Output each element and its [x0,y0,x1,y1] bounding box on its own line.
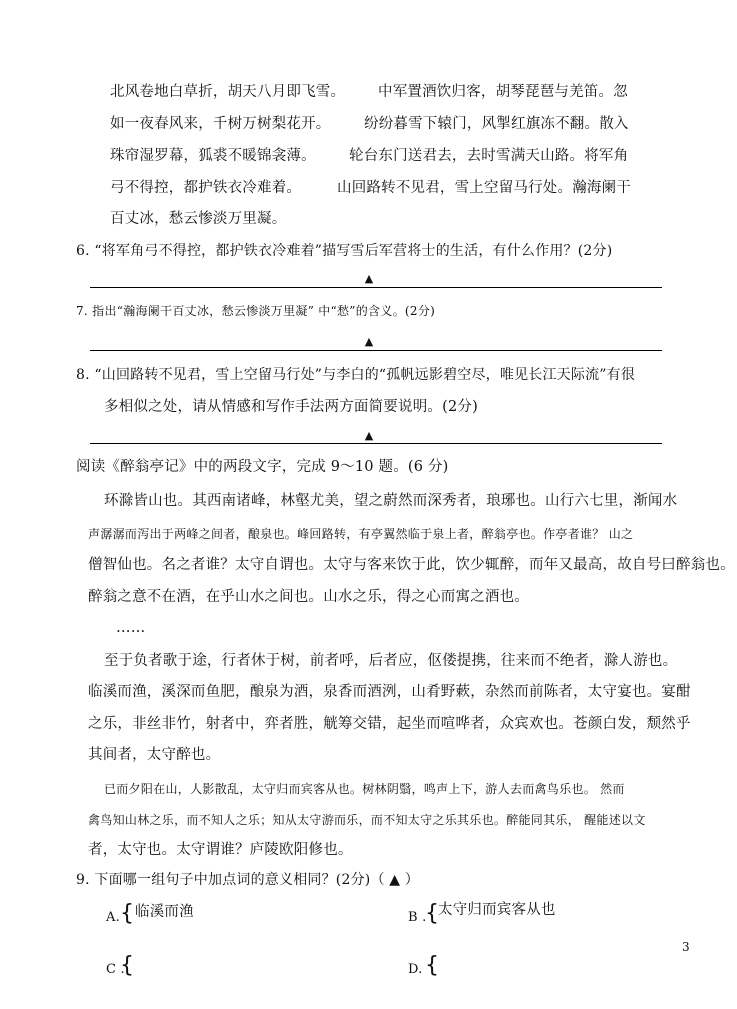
option-a-text: 临溪而渔 [135,904,194,920]
option-b-text: 太守归而宾客从也 [438,902,556,918]
page-number: 3 [682,940,690,954]
answer-line-q6[interactable] [90,287,662,288]
poem-line-2b: 纷纷暮雪下辕门，风掣红旗冻不翻。散入 [364,116,629,132]
poem-line-1a: 北风卷地白草折，胡天八月即飞雪。 [110,84,346,100]
question-8-line-2: 多相似之处，请从情感和写作手法两方面简要说明。(2分) [104,399,478,415]
passage-p1-line-2: 声潺潺而泻出于两峰之间者，酿泉也。峰回路转，有亭翼然临于泉上者，醉翁亭也。作亭者谁？ 山之 [88,527,634,541]
passage-p2-line-2: 临溪而渔，溪深而鱼肥，酿泉为酒，泉香而酒洌，山肴野蔌，杂然而前陈者，太守宴也。宴酣 [88,684,691,700]
passage-p2-line-3: 之乐，非丝非竹，射者中，弈者胜，觥筹交错，起坐而喧哗者，众宾欢也。苍颜白发，颓然乎 [88,716,691,732]
answer-line-q8[interactable] [90,443,662,444]
poem-line-1b: 中军置酒饮归客，胡琴琵琶与羌笛。忽 [378,84,628,100]
passage-p1-line-3: 僧智仙也。名之者谁？太守自谓也。太守与客来饮于此，饮少辄醉，而年又最高，故自号曰醉翁也。 [88,557,735,573]
answer-mark-q8: ▲ [364,429,374,442]
option-b-label[interactable]: B . [408,910,427,925]
question-6: 6. “将军角弓不得控，都护铁衣冷难着”描写雪后军营将士的生活，有什么作用？(2分) [76,243,613,259]
question-8-line-1: 8. “山回路转不见君，雪上空留马行处”与李白的“孤帆远影碧空尽，唯见长江天际流”有很 [76,367,636,383]
passage-p1-line-1: 环滁皆山也。其西南诸峰，林壑尤美，望之蔚然而深秀者，琅琊也。山行六七里，渐闻水 [104,493,678,509]
poem-line-2a: 如一夜春风来，千树万树梨花开。 [110,116,331,132]
passage-p3-line-1: 已而夕阳在山，人影散乱，太守归而宾客从也。树林阴翳，鸣声上下，游人去而禽鸟乐也。 然而 [104,782,625,796]
passage-p2-line-1: 至于负者歌于途，行者休于树，前者呼，后者应，伛偻提携，往来而不绝者，滁人游也。 [104,653,678,669]
passage-p3-line-3: 者，太守也。太守谓谁？庐陵欧阳修也。 [88,842,353,858]
option-d-label[interactable]: D. [408,962,423,977]
poem-line-5a: 百丈冰，愁云惨淡万里凝。 [110,211,287,227]
answer-mark-q6: ▲ [364,272,374,285]
passage-p3-line-2: 禽鸟知山林之乐，而不知人之乐；知从太守游而乐，而不知太守之乐其乐也。醉能同其乐， 醒能述以文 [88,813,646,827]
passage-p1-line-4: 醉翁之意不在酒，在乎山水之间也。山水之乐，得之心而寓之酒也。 [88,589,529,605]
poem-line-4b: 山回路转不见君，雪上空留马行处。瀚海阑干 [337,180,631,196]
question-7: 7. 指出“瀚海阑干百丈冰，愁云惨淡万里凝” 中“愁”的含义。(2分) [76,304,436,318]
reading-intro: 阅读《醉翁亭记》中的两段文字，完成 9～10 题。(6 分) [76,459,449,475]
option-a-label[interactable]: A. [106,910,120,925]
poem-line-4a: 弓不得控，都护铁衣冷难着。 [110,180,302,196]
option-c-label[interactable]: C . [106,962,125,977]
brace-d-icon: { [425,953,439,978]
brace-a-icon: { [120,901,134,926]
passage-ellipsis: …… [116,620,146,636]
poem-line-3b: 轮台东门送君去，去时雪满天山路。将军角 [349,148,629,164]
brace-b-icon: { [425,901,439,926]
answer-line-q7[interactable] [90,350,662,351]
answer-mark-q7: ▲ [364,335,374,348]
brace-c-icon: { [120,953,134,978]
question-9: 9. 下面哪一组句子中加点词的意义相同？(2分)（ ▲ ） [76,872,420,888]
poem-line-3a: 珠帘湿罗幕，狐裘不暖锦衾薄。 [110,148,316,164]
passage-p2-line-4: 其间者，太守醉也。 [88,747,221,763]
